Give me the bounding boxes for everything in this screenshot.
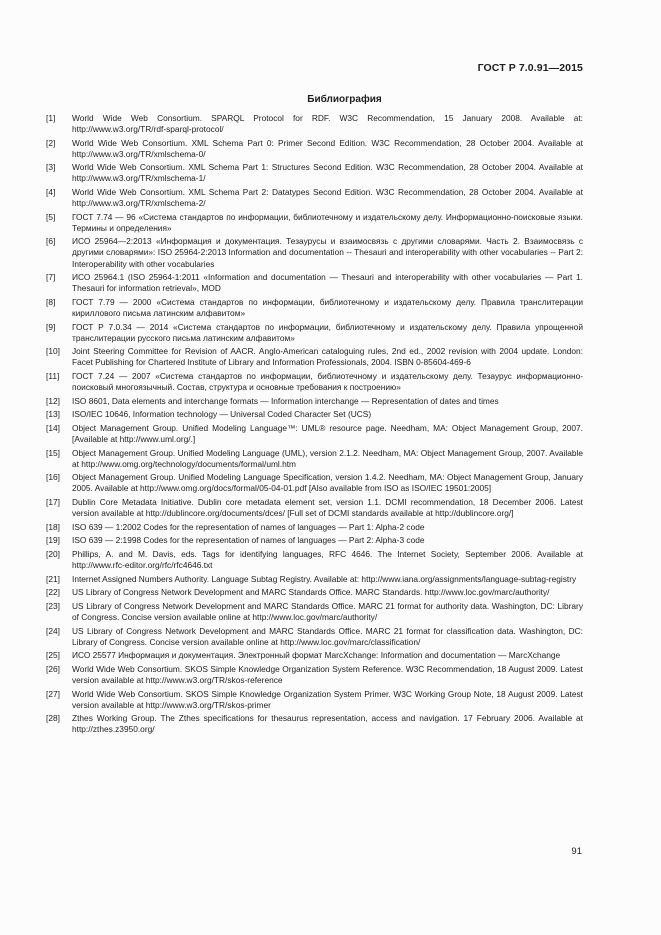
reference-number: [18] (46, 521, 60, 532)
reference-item (46, 448, 583, 470)
reference-item (46, 535, 583, 546)
reference-item (46, 396, 583, 407)
reference-text: US Library of Congress Network Development and MARC Standards Office. MARC Standards. http://www.loc.gov/marc/authority/ (72, 587, 550, 598)
reference-number: [27] (46, 688, 60, 699)
reference-item (46, 549, 583, 571)
reference-item (46, 522, 583, 533)
reference-number: [26] (46, 663, 60, 674)
reference-item (46, 423, 583, 445)
reference-number: [10] (46, 346, 60, 357)
reference-text: Object Management Group. Unified Modeling Language (UML), version 2.1.2. Needham, MA: Object Management Group, 2007. Available at http://www.omg.org/technology/documents/formal/uml.htm (72, 447, 583, 469)
reference-text: ИСО 25964.1 (ISO 25964-1:2011 «Information and documentation — Thesauri and interoperability with other vocabularies — Part 1. Thesauri for information retrieval», MOD (72, 272, 583, 294)
reference-number: [12] (46, 395, 60, 406)
reference-item (46, 371, 583, 393)
reference-text: World Wide Web Consortium. SPARQL Protocol for RDF. W3C Recommendation, 15 January 2008. Available at: http://www.w3.org/TR/rdf-sparql-protocol/ (72, 113, 583, 135)
reference-item (46, 113, 583, 135)
reference-item (46, 297, 583, 319)
reference-text: Dublin Core Metadata Initiative. Dublin core metadata element set, version 1.1. DCMI recommendation, 18 December 2006. Latest version available at http://dublincore.org/documents/dces/ [Full set of DCMI standards available at http://dublincore.org/] (72, 496, 583, 518)
reference-number: [21] (46, 573, 60, 584)
reference-item (46, 601, 583, 623)
reference-text: Internet Assigned Numbers Authority. Language Subtag Registry. Available at: http://www.iana.org/assignments/language-subtag-registry (72, 573, 577, 584)
reference-text: US Library of Congress Network Development and MARC Standards Office. MARC 21 format for authority data. Washington, DC: Library of Congress. Concise version available online at http://www.loc.gov/marc/authority/ (72, 600, 583, 622)
reference-text: Object Management Group. Unified Modeling Language™: UML® resource page. Needham, MA: Object Management Group, 2007. [Available at http://www.uml.org/.] (72, 422, 583, 444)
reference-text: Object Management Group. Unified Modeling Language Specification, version 1.4.2. Needham, MA: Object Management Group, January 2005. Available at http://www.omg.org/docs/formal/05-04-01.pdf [Also available from ISO as ISO/IEC 19501:2005] (72, 472, 583, 494)
reference-text: World Wide Web Consortium. SKOS Simple Knowledge Organization System Reference. W3C Recommendation, 18 August 2009. Latest version available at http://www.w3.org/TR/skos-reference (72, 663, 583, 685)
reference-text: World Wide Web Consortium. XML Schema Part 0: Primer Second Edition. W3C Recommendation, 28 October 2004. Available at http://www.w3.org/TR/xmlschema-0/ (72, 137, 583, 159)
reference-item (46, 650, 583, 661)
reference-item (46, 497, 583, 519)
reference-item (46, 272, 583, 294)
reference-number: [5] (46, 211, 56, 222)
reference-text: ISO 8601, Data elements and interchange formats — Information interchange — Representation of dates and times (72, 395, 499, 406)
reference-item (46, 409, 583, 420)
reference-text: Zthes Working Group. The Zthes specifications for thesaurus representation, access and navigation. 17 February 2006. Available at http://zthes.z3950.org/ (72, 713, 583, 735)
reference-item (46, 689, 583, 711)
reference-item (46, 187, 583, 209)
reference-number: [9] (46, 321, 56, 332)
reference-number: [3] (46, 162, 56, 173)
reference-item (46, 713, 583, 735)
reference-number: [23] (46, 600, 60, 611)
reference-number: [28] (46, 713, 60, 724)
reference-number: [14] (46, 422, 60, 433)
reference-text: ГОСТ 7.24 — 2007 «Система стандартов по информации, библиотечному и издательскому делу. Тезаурус информационно-поисковый многоязычный. Состав, структура и основные требования к построению» (72, 370, 583, 392)
reference-number: [20] (46, 548, 60, 559)
reference-number: [15] (46, 447, 60, 458)
reference-number: [2] (46, 137, 56, 148)
page-title: Библиография (307, 94, 382, 105)
reference-item (46, 138, 583, 160)
reference-item (46, 587, 583, 598)
reference-text: World Wide Web Consortium. XML Schema Part 2: Datatypes Second Edition. W3C Recommendation, 28 October 2004. Available at http://www.w3.org/TR/xmlschema-2/ (72, 187, 583, 209)
reference-number: [13] (46, 409, 60, 420)
reference-number: [25] (46, 650, 60, 661)
reference-text: US Library of Congress Network Development and MARC Standards Office. MARC 21 format for classification data. Washington, DC: Library of Congress. Concise version available online at http://www.loc.gov/marc/classification/ (72, 625, 583, 647)
reference-text: World Wide Web Consortium. XML Schema Part 1: Structures Second Edition. W3C Recommendation, 28 October 2004. Available at http://www.w3.org/TR/xmlschema-1/ (72, 162, 583, 184)
reference-number: [8] (46, 296, 56, 307)
reference-number: [19] (46, 535, 60, 546)
reference-item (46, 212, 583, 234)
reference-number: [16] (46, 472, 60, 483)
reference-item (46, 162, 583, 184)
reference-item (46, 322, 583, 344)
reference-item (46, 664, 583, 686)
bibliography-list (46, 113, 583, 738)
reference-text: ИСО 25964—2:2013 «Информация и документация. Тезаурусы и взаимосвязь с другими словарями. Часть 2. Взаимосвязь с другими словарями»: ISO 25964-2:2013 Information and documentation -- Thesauri and interoperability with other vocabularies -- Part 2: Interoperability with other vocabularies (72, 236, 583, 269)
reference-item (46, 626, 583, 648)
reference-text: ИСО 25577 Информация и документация. Электронный формат MarcXchange: Information and documentation — MarcXchange (72, 650, 561, 661)
reference-number: [24] (46, 625, 60, 636)
document-code: ГОСТ Р 7.0.91—2015 (477, 62, 583, 74)
reference-item (46, 472, 583, 494)
reference-number: [6] (46, 236, 56, 247)
reference-text: ГОСТ 7.74 — 96 «Система стандартов по информации, библиотечному и издательскому делу. Информационно-поисковые языки. Термины и определения» (72, 211, 583, 233)
reference-text: ISO/IEC 10646, Information technology — Universal Coded Character Set (UCS) (72, 409, 372, 420)
reference-item (46, 346, 583, 368)
page-number: 91 (571, 846, 582, 857)
reference-item (46, 236, 583, 269)
reference-text: Phillips, A. and M. Davis, eds. Tags for identifying languages, RFC 4646. The Internet Society, September 2006. Available at http://www.rfc-editor.org/rfc/rfc4646.txt (72, 548, 583, 570)
reference-text: ГОСТ Р 7.0.34 — 2014 «Система стандартов по информации, библиотечному и издательскому делу. Правила упрощенной транслитерации русского письма латинским алфавитом» (72, 321, 583, 343)
reference-number: [22] (46, 587, 60, 598)
reference-text: ISO 639 — 2:1998 Codes for the representation of names of languages — Part 2: Alpha-3 code (72, 535, 425, 546)
reference-number: [11] (46, 370, 60, 381)
reference-text: ГОСТ 7.79 — 2000 «Система стандартов по информации, библиотечному и издательскому делу. Правила транслитерации кириллового письма латинским алфавитом» (72, 296, 583, 318)
reference-item (46, 574, 583, 585)
reference-text: World Wide Web Consortium. SKOS Simple Knowledge Organization System Primer. W3C Working Group Note, 18 August 2009. Latest version available at http://www.w3.org/TR/skos-primer (72, 688, 583, 710)
reference-number: [1] (46, 113, 56, 123)
reference-text: ISO 639 — 1:2002 Codes for the representation of names of languages — Part 1: Alpha-2 code (72, 521, 425, 532)
reference-number: [4] (46, 187, 56, 198)
reference-text: Joint Steering Committee for Revision of AACR. Anglo-American cataloguing rules, 2nd ed., 2002 revision with 2004 update. London: Facet Publishing for Chartered Institute of Library and Information Professionals, 2004. ISBN 0-85604-469-6 (72, 346, 583, 368)
reference-number: [7] (46, 272, 56, 283)
reference-number: [17] (46, 496, 60, 507)
